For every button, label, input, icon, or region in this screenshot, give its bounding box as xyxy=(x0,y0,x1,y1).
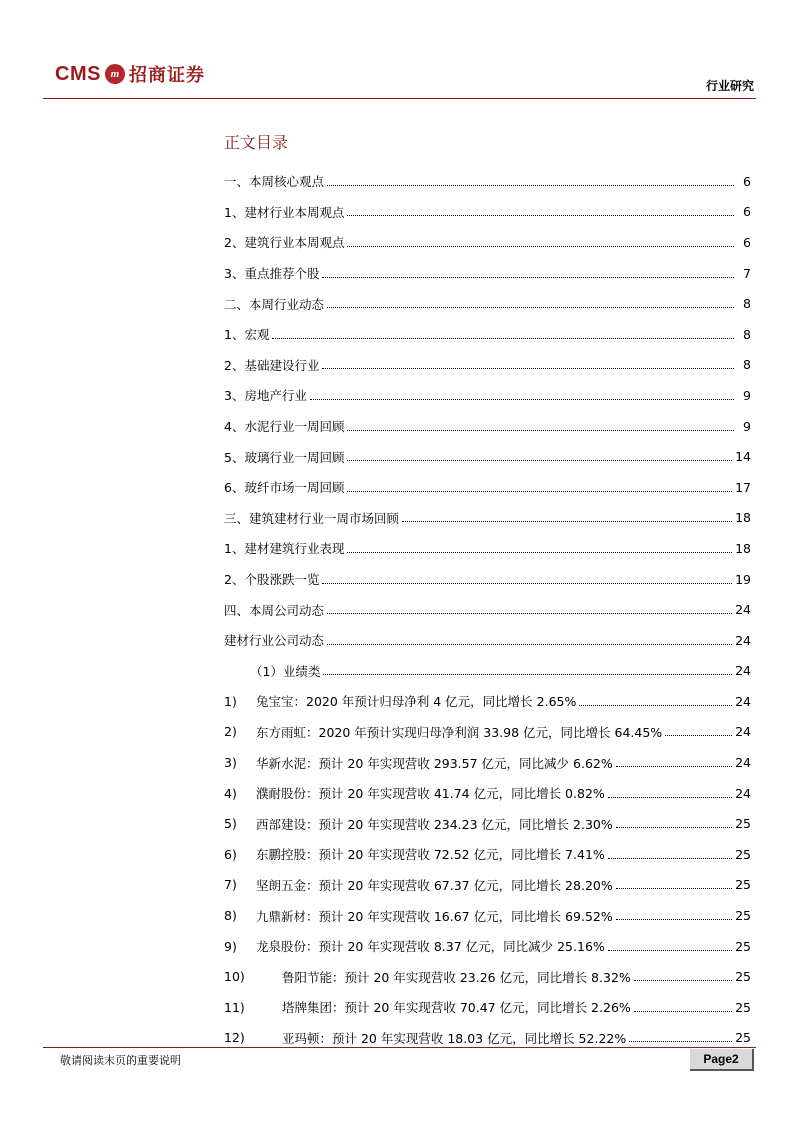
toc-entry-label: 2、基础建设行业 xyxy=(224,357,320,373)
toc-entry-label: 华新水泥：预计 20 年实现营收 293.57 亿元，同比减少 6.62% xyxy=(256,755,613,771)
toc-entry[interactable] xyxy=(224,808,751,839)
toc-entry[interactable] xyxy=(224,533,751,564)
toc-entry-label: 鲁阳节能：预计 20 年实现营收 23.26 亿元，同比增长 8.32% xyxy=(282,969,631,985)
toc-entry-label: 濮耐股份：预计 20 年实现营收 41.74 亿元，同比增长 0.82% xyxy=(256,786,605,802)
toc-entry[interactable] xyxy=(224,961,751,992)
toc-leader-dots xyxy=(347,430,734,431)
toc-leader-dots xyxy=(616,888,732,889)
toc-entry-number: 11) xyxy=(224,999,245,1015)
toc-entry-label: 1、宏观 xyxy=(224,327,270,343)
toc-entry-label: 1、建材建筑行业表现 xyxy=(224,541,345,557)
toc-entry-page: 24 xyxy=(735,663,751,679)
section-label: 行业研究 xyxy=(705,79,754,93)
toc-entry[interactable] xyxy=(224,686,751,717)
toc-entry-page: 25 xyxy=(735,1030,751,1046)
toc-entry-page: 24 xyxy=(735,755,751,771)
toc-entry[interactable] xyxy=(224,747,751,778)
toc-entry[interactable] xyxy=(224,197,751,228)
toc-entry-page: 24 xyxy=(735,602,751,618)
logo-latin-text: CMS xyxy=(55,62,101,85)
table-of-contents xyxy=(224,166,751,1053)
toc-entry-page: 6 xyxy=(743,204,751,220)
toc-entry-label: 2、建筑行业本周观点 xyxy=(224,235,345,251)
toc-leader-dots xyxy=(327,613,732,614)
toc-entry[interactable] xyxy=(224,594,751,625)
toc-entry-page: 14 xyxy=(735,449,751,465)
toc-entry-label: 东方雨虹：2020 年预计实现归母净利润 33.98 亿元，同比增长 64.45% xyxy=(256,724,663,740)
toc-entry-page: 19 xyxy=(735,571,751,587)
toc-entry-label: 2、个股涨跌一览 xyxy=(224,572,320,588)
toc-entry-page: 24 xyxy=(735,632,751,648)
toc-title: 正文目录 xyxy=(224,133,289,152)
toc-entry-page: 24 xyxy=(735,785,751,801)
toc-entry-label: 亚玛顿：预计 20 年实现营收 18.03 亿元，同比增长 52.22% xyxy=(282,1030,627,1046)
toc-entry-label: 龙泉股份：预计 20 年实现营收 8.37 亿元，同比减少 25.16% xyxy=(256,939,605,955)
toc-entry[interactable] xyxy=(224,380,751,411)
toc-leader-dots xyxy=(634,980,732,981)
toc-leader-dots xyxy=(322,277,734,278)
toc-entry-label: 一、本周核心观点 xyxy=(224,174,325,190)
toc-entry[interactable] xyxy=(224,350,751,381)
toc-leader-dots xyxy=(327,644,732,645)
toc-entry-page: 25 xyxy=(735,938,751,954)
toc-entry[interactable] xyxy=(224,656,751,687)
toc-entry-label: 3、重点推荐个股 xyxy=(224,266,320,282)
toc-entry[interactable] xyxy=(224,870,751,901)
toc-entry[interactable] xyxy=(224,319,751,350)
toc-entry-page: 6 xyxy=(743,234,751,250)
toc-leader-dots xyxy=(579,705,732,706)
header-divider xyxy=(43,98,756,99)
toc-entry[interactable] xyxy=(224,441,751,472)
toc-entry[interactable] xyxy=(224,472,751,503)
toc-entry-page: 6 xyxy=(743,173,751,189)
toc-entry[interactable] xyxy=(224,900,751,931)
toc-entry-page: 7 xyxy=(743,265,751,281)
toc-entry-number: 1) xyxy=(224,693,237,709)
cms-logo xyxy=(55,61,205,87)
toc-entry-label: 5、玻璃行业一周回顾 xyxy=(224,449,345,465)
toc-leader-dots xyxy=(608,950,732,951)
toc-entry-page: 9 xyxy=(743,418,751,434)
toc-entry-label: 3、房地产行业 xyxy=(224,388,307,404)
page-header xyxy=(43,55,756,99)
toc-entry-page: 9 xyxy=(743,387,751,403)
toc-entry-page: 25 xyxy=(735,908,751,924)
toc-entry[interactable] xyxy=(224,227,751,258)
toc-leader-dots xyxy=(616,827,732,828)
toc-leader-dots xyxy=(322,368,734,369)
toc-entry-page: 17 xyxy=(735,479,751,495)
toc-entry[interactable] xyxy=(224,258,751,289)
toc-leader-dots xyxy=(327,307,734,308)
toc-entry-number: 12) xyxy=(224,1030,245,1046)
toc-leader-dots xyxy=(347,246,734,247)
toc-entry-label: 九鼎新材：预计 20 年实现营收 16.67 亿元，同比增长 69.52% xyxy=(256,908,613,924)
toc-entry[interactable] xyxy=(224,166,751,197)
toc-entry-page: 25 xyxy=(735,969,751,985)
toc-entry-label: 四、本周公司动态 xyxy=(224,602,325,618)
toc-entry-number: 10) xyxy=(224,969,245,985)
toc-leader-dots xyxy=(402,521,732,522)
toc-entry-number: 9) xyxy=(224,938,237,954)
toc-entry[interactable] xyxy=(224,839,751,870)
toc-entry-number: 4) xyxy=(224,785,237,801)
toc-entry-label: 东鹏控股：预计 20 年实现营收 72.52 亿元，同比增长 7.41% xyxy=(256,847,605,863)
toc-entry[interactable] xyxy=(224,288,751,319)
toc-leader-dots xyxy=(634,1011,732,1012)
toc-entry-number: 3) xyxy=(224,755,237,771)
toc-entry-page: 8 xyxy=(743,357,751,373)
toc-entry-label: 西部建设：预计 20 年实现营收 234.23 亿元，同比增长 2.30% xyxy=(256,816,613,832)
footer-note: 敬请阅读末页的重要说明 xyxy=(60,1054,181,1067)
toc-entry-label: 兔宝宝：2020 年预计归母净利 4 亿元，同比增长 2.65% xyxy=(256,694,577,710)
toc-leader-dots xyxy=(608,797,732,798)
logo-chinese-text: 招商证券 xyxy=(128,65,205,86)
toc-entry-label: 三、建筑建材行业一周市场回顾 xyxy=(224,510,400,526)
toc-entry[interactable] xyxy=(224,625,751,656)
page-number-badge: Page2 xyxy=(690,1049,754,1071)
toc-leader-dots xyxy=(616,919,732,920)
toc-entry[interactable] xyxy=(224,717,751,748)
toc-leader-dots xyxy=(347,215,734,216)
toc-leader-dots xyxy=(327,185,734,186)
toc-entry-page: 25 xyxy=(735,999,751,1015)
toc-leader-dots xyxy=(323,674,732,675)
toc-entry-page: 25 xyxy=(735,816,751,832)
toc-leader-dots xyxy=(310,399,734,400)
toc-leader-dots xyxy=(616,766,732,767)
toc-leader-dots xyxy=(347,491,732,492)
toc-entry-page: 24 xyxy=(735,724,751,740)
toc-entry-number: 2) xyxy=(224,724,237,740)
toc-leader-dots xyxy=(322,583,732,584)
toc-entry-label: 塔牌集团：预计 20 年实现营收 70.47 亿元，同比增长 2.26% xyxy=(282,1000,631,1016)
toc-entry-label: 6、玻纤市场一周回顾 xyxy=(224,480,345,496)
toc-entry-number: 7) xyxy=(224,877,237,893)
footer-divider xyxy=(43,1047,756,1048)
toc-entry-page: 25 xyxy=(735,846,751,862)
toc-entry-number: （1）业绩类 xyxy=(250,663,321,679)
toc-leader-dots xyxy=(665,735,732,736)
toc-entry-label: 建材行业公司动态 xyxy=(224,633,325,649)
toc-entry[interactable] xyxy=(224,931,751,962)
toc-entry[interactable] xyxy=(224,778,751,809)
toc-entry-page: 18 xyxy=(735,510,751,526)
toc-leader-dots xyxy=(347,460,732,461)
toc-entry[interactable] xyxy=(224,503,751,534)
toc-leader-dots xyxy=(608,858,732,859)
toc-entry[interactable] xyxy=(224,564,751,595)
toc-leader-dots xyxy=(347,552,732,553)
logo-emblem-icon: m xyxy=(105,64,125,84)
toc-entry-label: 二、本周行业动态 xyxy=(224,296,325,312)
toc-entry-label: 1、建材行业本周观点 xyxy=(224,204,345,220)
toc-entry-page: 8 xyxy=(743,296,751,312)
toc-entry-label: 坚朗五金：预计 20 年实现营收 67.37 亿元，同比增长 28.20% xyxy=(256,877,613,893)
toc-entry-page: 18 xyxy=(735,540,751,556)
toc-entry-page: 24 xyxy=(735,693,751,709)
toc-entry-number: 6) xyxy=(224,846,237,862)
toc-leader-dots xyxy=(272,338,734,339)
toc-entry[interactable] xyxy=(224,992,751,1023)
toc-entry[interactable] xyxy=(224,1023,751,1054)
toc-entry-number: 8) xyxy=(224,908,237,924)
toc-leader-dots xyxy=(629,1041,732,1042)
toc-entry-label: 4、水泥行业一周回顾 xyxy=(224,419,345,435)
toc-entry-number: 5) xyxy=(224,816,237,832)
toc-entry-page: 8 xyxy=(743,326,751,342)
toc-entry[interactable] xyxy=(224,411,751,442)
toc-entry-page: 25 xyxy=(735,877,751,893)
